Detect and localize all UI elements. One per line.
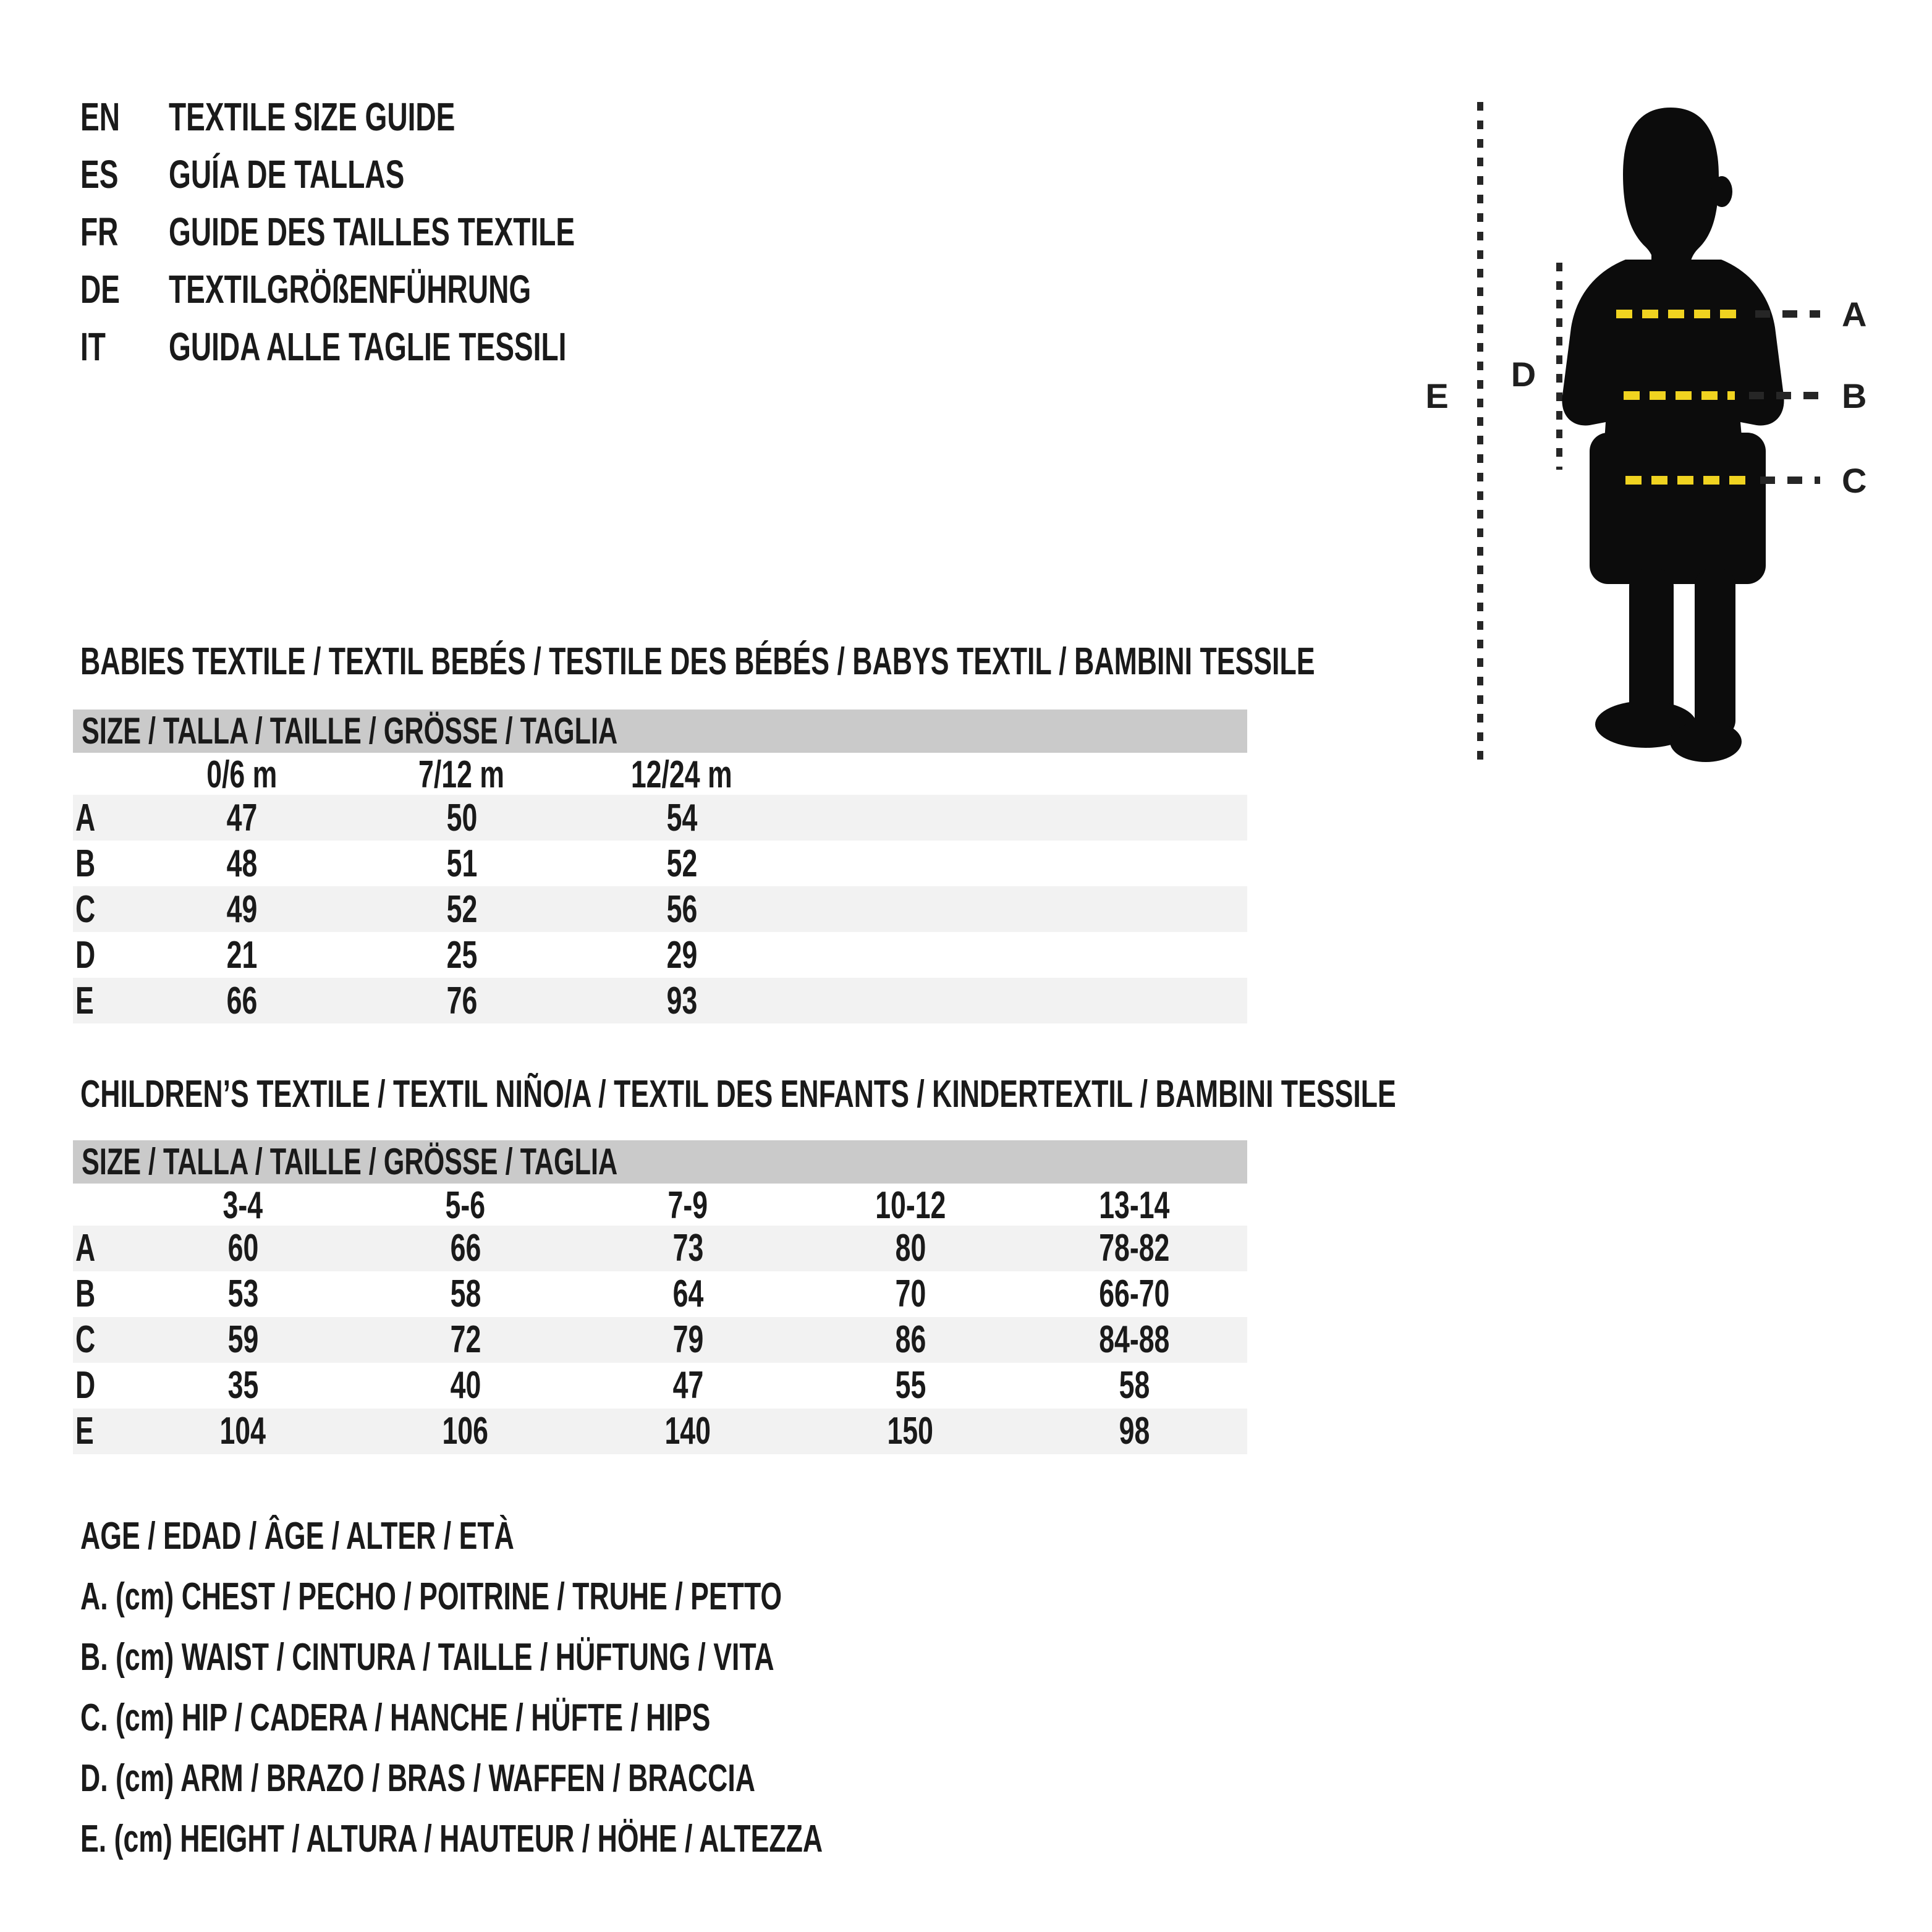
table-row — [73, 1271, 1247, 1317]
column-header: 7/12 m — [418, 753, 505, 796]
legend-line-arm: D. (cm) ARM / BRAZO / BRAS / WAFFEN / BRACCIA — [80, 1757, 756, 1800]
table-row — [73, 841, 1247, 886]
size-cell: 104 — [219, 1409, 266, 1452]
babies-column-header-row — [73, 753, 1247, 795]
height-label: E — [1425, 376, 1449, 415]
row-label-cell: D — [75, 933, 96, 977]
table-row — [73, 886, 1247, 932]
row-label-cell: C — [75, 1318, 96, 1361]
chest-label: A — [1842, 295, 1867, 334]
column-header: 12/24 m — [631, 753, 732, 796]
size-cell: 78-82 — [1099, 1226, 1170, 1269]
row-label-cell: A — [75, 796, 96, 839]
table-row — [73, 1317, 1247, 1363]
arm-label: D — [1510, 355, 1536, 394]
size-cell: 80 — [895, 1226, 926, 1269]
column-header: 10-12 — [875, 1184, 946, 1227]
size-cell: 54 — [666, 796, 697, 839]
waist-label: B — [1842, 376, 1867, 415]
children-column-header-row — [73, 1184, 1247, 1226]
children-size-header-bar — [73, 1140, 1247, 1184]
size-cell: 72 — [450, 1318, 481, 1361]
size-cell: 29 — [666, 933, 697, 977]
row-label-cell: B — [75, 842, 96, 885]
size-cell: 21 — [226, 933, 257, 977]
size-cell: 106 — [442, 1409, 489, 1452]
babies-section-title-text: BABIES TEXTILE / TEXTIL BEBÉS / TESTILE DES BÉBÉS / BABYS TEXTIL / BAMBINI TESSILE — [80, 640, 1315, 683]
language-code: DE — [80, 267, 121, 311]
size-header-text: SIZE / TALLA / TAILLE / GRÖSSE / TAGLIA — [82, 1141, 618, 1182]
size-cell: 55 — [895, 1363, 926, 1407]
legend-line-age: AGE / EDAD / ÂGE / ALTER / ETÀ — [80, 1515, 514, 1557]
legend-line-chest: A. (cm) CHEST / PECHO / POITRINE / TRUHE / PETTO — [80, 1575, 782, 1618]
size-cell: 140 — [664, 1409, 711, 1452]
row-label-cell: C — [75, 888, 96, 931]
size-cell: 53 — [227, 1272, 258, 1315]
hip-label: C — [1842, 461, 1867, 500]
size-cell: 73 — [672, 1226, 703, 1269]
empty-corner-cell — [73, 1184, 132, 1227]
language-code: FR — [80, 210, 119, 254]
row-label-cell: A — [75, 1226, 96, 1269]
table-row — [73, 978, 1247, 1023]
table-row — [73, 1409, 1247, 1454]
column-header: 3-4 — [222, 1184, 263, 1227]
size-cell: 58 — [450, 1272, 481, 1315]
size-cell: 25 — [446, 933, 477, 977]
language-code: IT — [80, 324, 106, 369]
babies-size-header-bar — [73, 710, 1247, 753]
size-cell: 35 — [227, 1363, 258, 1407]
size-cell: 150 — [887, 1409, 934, 1452]
row-label-cell: E — [75, 979, 94, 1022]
size-cell: 52 — [666, 842, 697, 885]
size-cell: 51 — [446, 842, 477, 885]
size-cell: 84-88 — [1099, 1318, 1170, 1361]
column-header: 13-14 — [1099, 1184, 1170, 1227]
size-cell: 76 — [446, 979, 477, 1022]
size-cell: 50 — [446, 796, 477, 839]
legend-line-hip: C. (cm) HIP / CADERA / HANCHE / HÜFTE / HIPS — [80, 1697, 711, 1739]
row-label-cell: B — [75, 1272, 96, 1315]
silhouette-right-shoe — [1670, 721, 1742, 762]
size-cell: 48 — [226, 842, 257, 885]
column-header: 5-6 — [445, 1184, 486, 1227]
size-header-text: SIZE / TALLA / TAILLE / GRÖSSE / TAGLIA — [82, 710, 618, 752]
children-section-title-text: CHILDREN’S TEXTILE / TEXTIL NIÑO/A / TEXTIL DES ENFANTS / KINDERTEXTIL / BAMBINI TESSILE — [80, 1073, 1396, 1116]
legend-line-waist: B. (cm) WAIST / CINTURA / TAILLE / HÜFTUNG / VITA — [80, 1636, 774, 1679]
size-cell: 86 — [895, 1318, 926, 1361]
language-title: TEXTILGRÖßENFÜHRUNG — [169, 267, 532, 311]
size-cell: 58 — [1119, 1363, 1150, 1407]
size-cell: 56 — [666, 888, 697, 931]
size-cell: 60 — [227, 1226, 258, 1269]
table-row — [73, 795, 1247, 841]
silhouette-ear — [1711, 176, 1732, 207]
size-cell: 47 — [672, 1363, 703, 1407]
language-title: TEXTILE SIZE GUIDE — [169, 95, 455, 139]
table-row — [73, 1363, 1247, 1409]
size-cell: 66 — [450, 1226, 481, 1269]
babies-size-table — [73, 710, 1247, 1023]
children-section-title — [80, 1075, 1908, 1114]
legend-line-height: E. (cm) HEIGHT / ALTURA / HAUTEUR / HÖHE / ALTEZZA — [80, 1818, 823, 1860]
table-row — [73, 932, 1247, 978]
size-cell: 64 — [672, 1272, 703, 1315]
size-cell: 52 — [446, 888, 477, 931]
size-cell: 40 — [450, 1363, 481, 1407]
column-header: 0/6 m — [206, 753, 278, 796]
silhouette-shorts — [1590, 433, 1766, 584]
size-cell: 70 — [895, 1272, 926, 1315]
size-cell: 49 — [226, 888, 257, 931]
child-measurement-figure — [1409, 62, 1932, 791]
children-size-table — [73, 1140, 1247, 1454]
babies-section-title — [80, 640, 1795, 683]
language-title: GUÍA DE TALLAS — [169, 152, 405, 197]
size-cell: 66-70 — [1099, 1272, 1170, 1315]
size-cell: 93 — [666, 979, 697, 1022]
empty-corner-cell — [73, 753, 132, 797]
size-cell: 59 — [227, 1318, 258, 1361]
silhouette-shirt — [1562, 260, 1784, 450]
language-title: GUIDA ALLE TAGLIE TESSILI — [169, 324, 567, 369]
row-label-cell: D — [75, 1363, 96, 1407]
size-cell: 79 — [672, 1318, 703, 1361]
column-header: 7-9 — [667, 1184, 708, 1227]
size-cell: 98 — [1119, 1409, 1150, 1452]
language-code: ES — [80, 152, 119, 197]
table-row — [73, 1226, 1247, 1271]
language-title: GUIDE DES TAILLES TEXTILE — [169, 210, 575, 254]
size-cell: 66 — [226, 979, 257, 1022]
language-code: EN — [80, 95, 121, 139]
row-label-cell: E — [75, 1409, 94, 1452]
size-cell: 47 — [226, 796, 257, 839]
